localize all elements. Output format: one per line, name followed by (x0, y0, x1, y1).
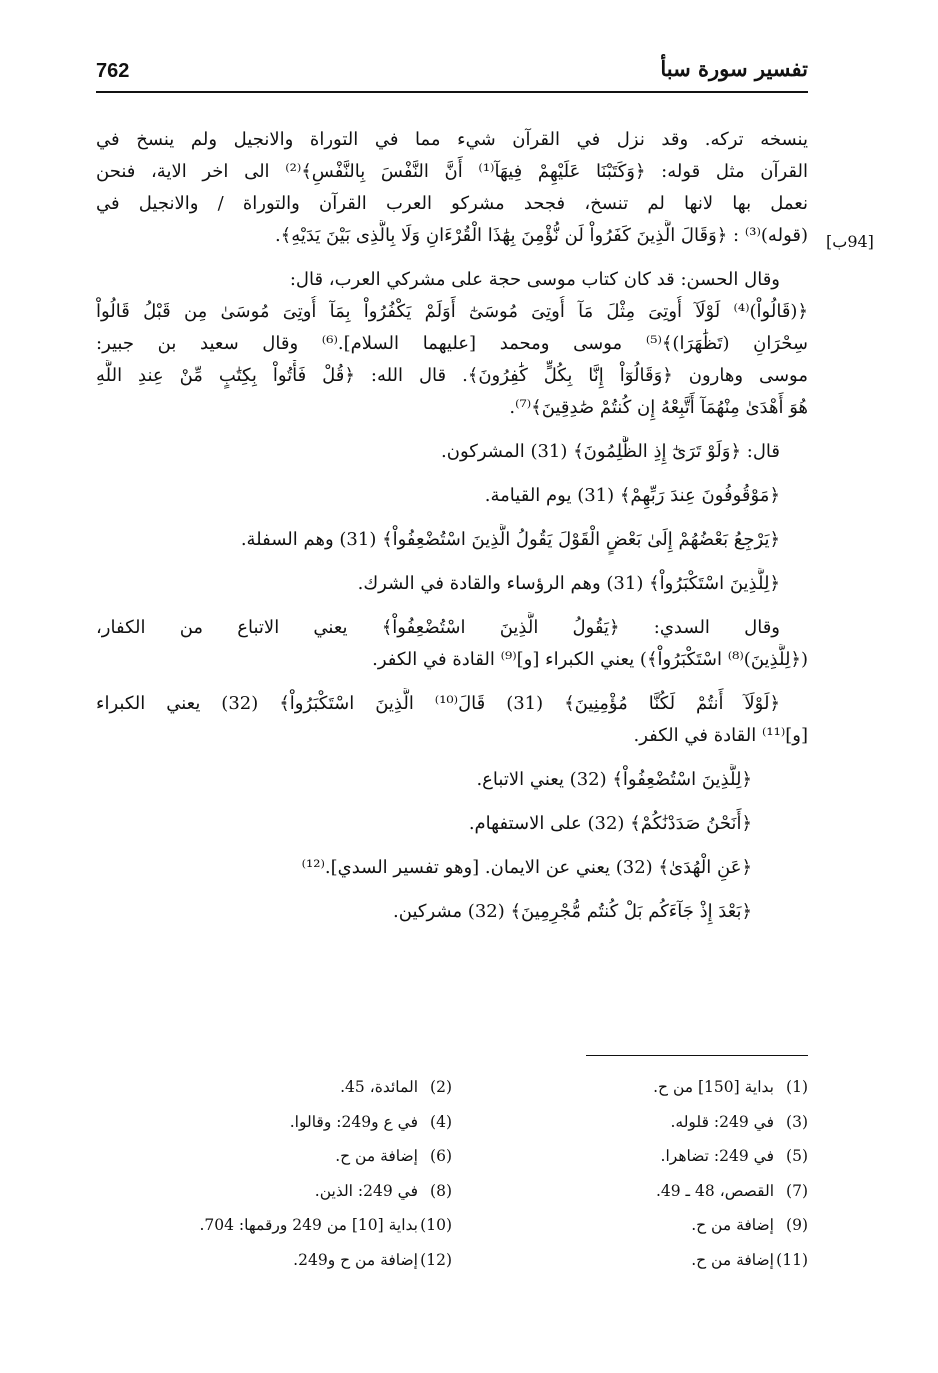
footnote-text: في ع و249: وقالوا. (289, 1112, 418, 1131)
text-line: ﴿لَوْلَآ أَنتُمْ لَكُنَّا مُؤْمِنِينَ﴾ (31) قَالَ⁽¹⁰⁾ الَّذِينَ اسْتَكْبَرُواْ﴾ (32) يعني الكبراء (96, 693, 780, 714)
footnote-text: بداية [150] من ح. (653, 1078, 774, 1096)
paragraph-gap (96, 468, 808, 480)
paragraph-gap (96, 424, 808, 436)
footnote-row (96, 1139, 808, 1174)
footnote-number: (2) (430, 1078, 452, 1096)
text-line: موسى وهارون ﴿وَقَالُوٓاْ إِنَّا بِكُلٍّ كَٰفِرُونَ﴾. قال الله: ﴿قُلْ فَأْتُواْ بِكِتَٰبٍ مِّنْ عِندِ اللَّهِ (96, 365, 808, 386)
footnote-number: (5) (786, 1147, 808, 1165)
footnote (96, 1105, 452, 1140)
text-line: القرآن مثل قوله: ﴿وَكَتَبْنَا عَلَيْهِمْ فِيهَآ⁽¹⁾ أَنَّ النَّفْسَ بِالنَّفْسِ﴾⁽²⁾ الى اخر الاية، فنحن (96, 161, 808, 182)
footnote-row (96, 1243, 808, 1278)
running-title: تفسير سورة سبأ (660, 56, 808, 81)
text-line: ﴿يَرْجِعُ بَعْضُهُمْ إِلَىٰ بَعْضٍ الْقَوْلَ يَقُولُ الَّذِينَ اسْتُضْعِفُواْ﴾ (31) وهم السفلة. (240, 529, 780, 550)
footnote (96, 1243, 452, 1278)
text-line: نعمل بها لانها لم تنسخ، فجحد مشركو العرب القرآن والتوراة / والانجيل في (96, 193, 808, 214)
text-line: (قوله)⁽³⁾ : ﴿وَقَالَ الَّذِينَ كَفَرُواْ لَن نُّؤْمِنَ بِهَٰذَا الْقُرْءَانِ وَلَا بِالَّذِى بَيْنَ يَدَيْهِ﴾. (274, 225, 808, 246)
text-line: (﴿لِلَّذِينَ)⁽⁸⁾ اسْتَكْبَرُواْ﴾) يعني الكبراء [و]⁽⁹⁾ القادة في الكفر. (372, 649, 808, 670)
footnote (452, 1208, 808, 1243)
text-line: ﴿(قَالُواْ)⁽⁴⁾ لَوْلَآ أُوتِىَ مِثْلَ مَآ أُوتِىَ مُوسَىٰٓ أَوَلَمْ يَكْفُرُواْ بِمَآ أُوتِىَ مُوسَىٰ مِن قَبْلُ قَالُواْ (96, 301, 808, 322)
text-line: ﴿بَعْدَ إِذْ جَآءَكُم بَلْ كُنتُم مُّجْرِمِينَ﴾ (32) مشركين. (393, 901, 752, 922)
paragraph-gap (96, 676, 808, 688)
footnote-text: في 249: الذين. (314, 1181, 418, 1200)
footnote (452, 1105, 808, 1140)
paragraph-gap (96, 512, 808, 524)
footnote-number: (8) (430, 1181, 452, 1200)
text-line: سِحْرَانِ (تَظَٰهَرَا)﴾⁽⁵⁾ موسى ومحمد [عليهما السلام].⁽⁶⁾ وقال سعيد بن جبير: (96, 333, 808, 354)
text-line: [و]⁽¹¹⁾ القادة في الكفر. (633, 725, 808, 746)
text-line: ﴿أَنَحْنُ صَدَدْنَٰكُمْ﴾ (32) على الاستفهام. (468, 813, 752, 834)
footnote-number: (9) (786, 1216, 808, 1234)
text-line: هُوَ أَهْدَىٰ مِنْهُمَآ أَتَّبِعْهُ إِن كُنتُمْ صَٰدِقِينَ﴾⁽⁷⁾. (509, 397, 808, 418)
footnote-row (96, 1105, 808, 1140)
footnote-rule (586, 1055, 808, 1056)
paragraph-gap (96, 600, 808, 612)
footnote (96, 1139, 452, 1174)
text-line: ﴿لِلَّذِينَ اسْتُضْعِفُواْ﴾ (32) يعني الاتباع. (476, 769, 752, 790)
footnote-number: (11) (776, 1250, 808, 1269)
text-line: وقال السدي: ﴿يَقُولُ الَّذِينَ اسْتُضْعِفُواْ﴾ يعني الاتباع من الكفار، (96, 617, 780, 638)
paragraph-gap (96, 884, 808, 896)
footnote-text: إضافة من ح. (691, 1250, 774, 1269)
footnote-number: (1) (786, 1078, 808, 1096)
footnote-text: في 249: قلوله. (670, 1112, 774, 1131)
footnote-number: (6) (430, 1147, 452, 1165)
footnote (96, 1208, 452, 1243)
footnote-text: بداية [10] من 249 ورقمها: 704. (199, 1216, 418, 1234)
text-line: ﴿لِلَّذِينَ اسْتَكْبَرُواْ﴾ (31) وهم الرؤساء والقادة في الشرك. (357, 573, 780, 594)
footnote (96, 1070, 452, 1105)
footnote-number: (4) (430, 1112, 452, 1131)
header-rule (96, 91, 808, 93)
text-line: ﴿عَنِ الْهُدَىٰ﴾ (32) يعني عن الايمان. [وهو تفسير السدي].⁽¹²⁾ (301, 857, 752, 878)
paragraph-gap (96, 840, 808, 852)
footnote (452, 1243, 808, 1278)
main-text (96, 124, 808, 928)
footnotes (96, 1070, 808, 1277)
paragraph-gap (96, 252, 808, 264)
footnote-number: (3) (786, 1112, 808, 1131)
footnote-number: (10) (420, 1216, 452, 1234)
footnote-text: المائدة، 45. (340, 1078, 418, 1096)
margin-folio-note: [94ب] (826, 232, 874, 251)
footnote-row (96, 1070, 808, 1105)
footnote (96, 1174, 452, 1209)
page-number: 762 (96, 60, 130, 82)
paragraph-gap (96, 752, 808, 764)
text-line: وقال الحسن: قد كان كتاب موسى حجة على مشركي العرب، قال: (289, 269, 780, 290)
footnote-text: في 249: تضاهرا. (660, 1147, 774, 1165)
footnote-number: (12) (420, 1250, 452, 1269)
text-line: ﴿مَوْقُوفُونَ عِندَ رَبِّهِمْ﴾ (31) يوم القيامة. (484, 485, 780, 506)
footnote (452, 1139, 808, 1174)
footnote-text: إضافة من ح و249. (293, 1250, 418, 1269)
footnote-text: القصص، 48 ـ 49. (655, 1181, 774, 1200)
text-line: قال: ﴿وَلَوْ تَرَىٰٓ إِذِ الظَّٰلِمُونَ﴾ (31) المشركون. (441, 441, 780, 462)
footnote-row (96, 1174, 808, 1209)
page-header (96, 52, 808, 88)
text-line: ينسخه تركه. وقد نزل في القرآن شيء مما في التوراة والانجيل ولم ينسخ في (96, 129, 808, 150)
footnote (452, 1070, 808, 1105)
paragraph-gap (96, 556, 808, 568)
footnote-number: (7) (786, 1181, 808, 1200)
footnote-row (96, 1208, 808, 1243)
footnote-text: إضافة من ح. (335, 1147, 418, 1165)
footnote-text: إضافة من ح. (691, 1216, 774, 1234)
paragraph-gap (96, 796, 808, 808)
footnote (452, 1174, 808, 1209)
